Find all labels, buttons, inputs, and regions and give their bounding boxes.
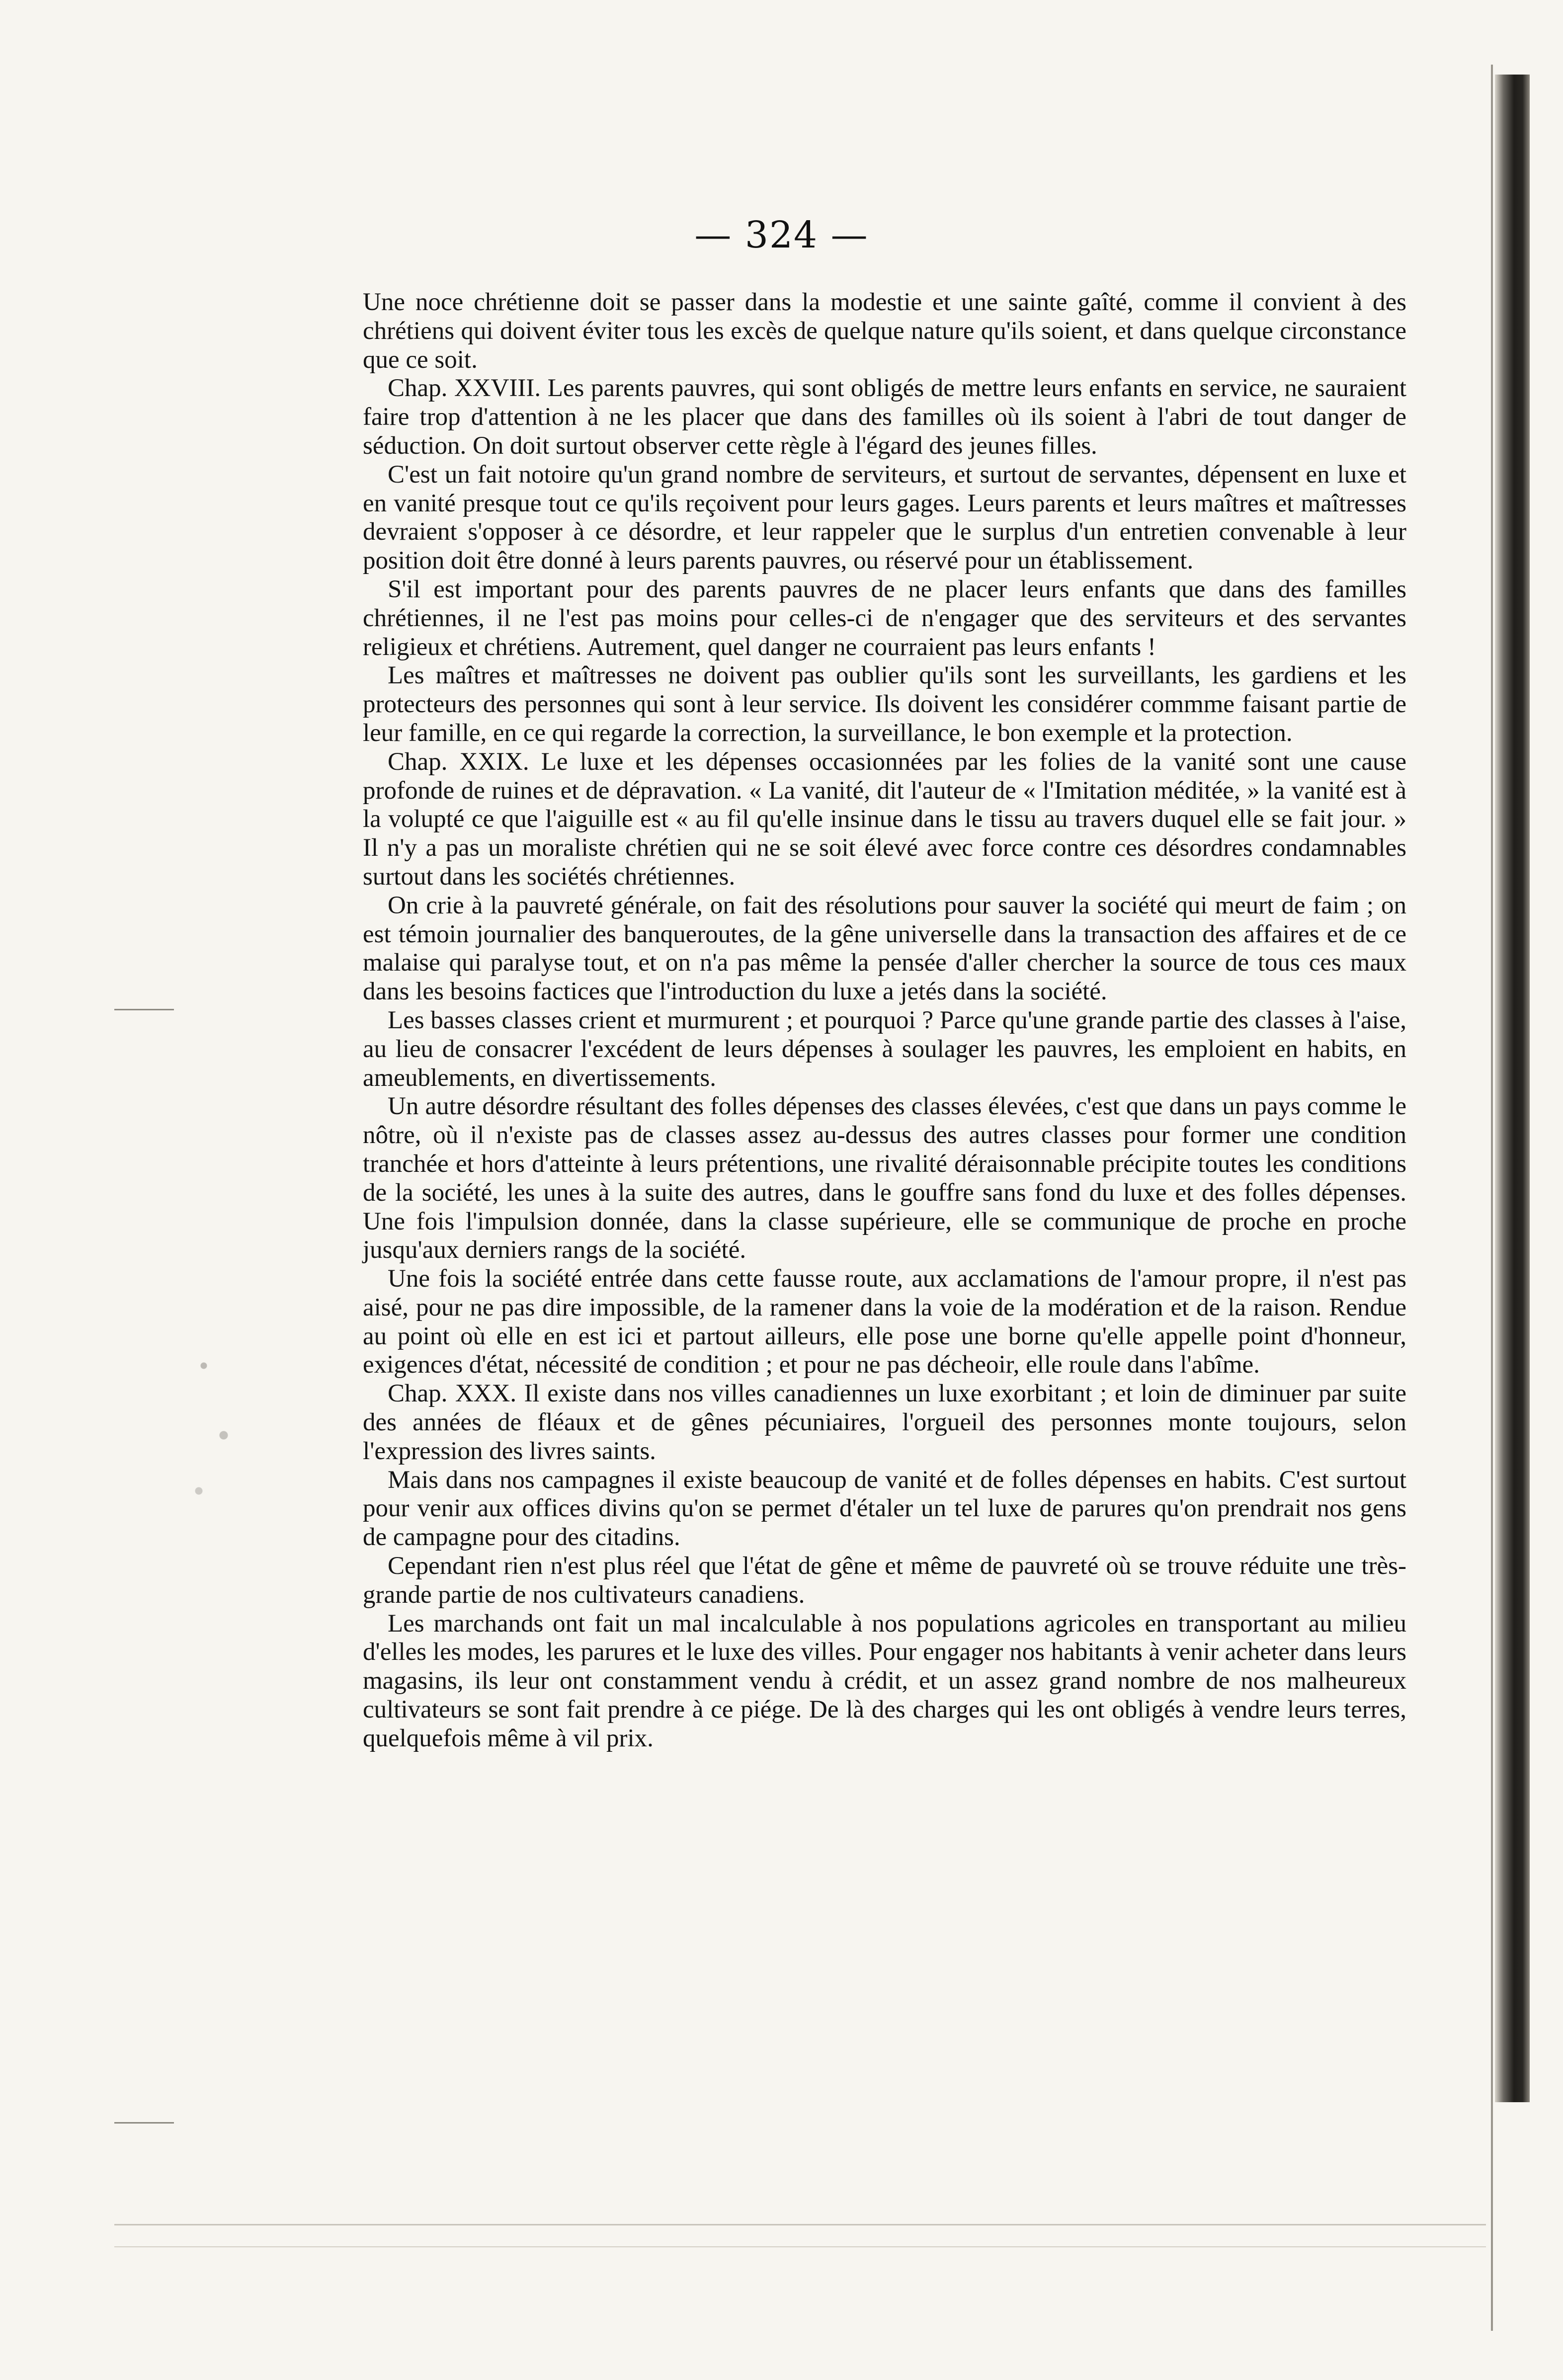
bottom-rule xyxy=(114,2246,1486,2247)
bottom-rule xyxy=(114,2224,1486,2225)
page-edge-line xyxy=(1491,65,1493,2331)
body-text xyxy=(363,288,1406,1753)
paragraph: Chap. XXVIII. Les parents pauvres, qui sont obligés de mettre leurs enfants en service, ne sauraient faire trop d'attention à ne les placer que dans des familles où ils soient à l'abri de tout danger de séduction. On doit surtout observer cette règle à l'égard des jeunes filles. xyxy=(363,374,1406,460)
paragraph: Chap. XXX. Il existe dans nos villes canadiennes un luxe exorbitant ; et loin de diminuer par suite des années de fléaux et de gênes pécuniaires, l'orgueil des personnes monte toujours, selon l'expression des livres saints. xyxy=(363,1380,1406,1465)
book-spine-shadow xyxy=(1495,75,1530,2102)
paragraph: Les maîtres et maîtresses ne doivent pas oublier qu'ils sont les surveillants, les gardiens et les protecteurs des personnes qui sont à leur service. Ils doivent les considérer commme faisant partie de leur famille, en ce qui regarde la correction, la surveillance, le bon exemple et la protection. xyxy=(363,661,1406,747)
paragraph: Les marchands ont fait un mal incalculable à nos populations agricoles en transportant au milieu d'elles les modes, les parures et le luxe des villes. Pour engager nos habitants à venir acheter dans leurs magasins, ils leur ont constamment vendu à crédit, et un assez grand nombre de nos malheureux cultivateurs se sont fait prendre à ce piége. De là des charges qui les ont obligés à vendre leurs terres, quelquefois même à vil prix. xyxy=(363,1609,1406,1752)
paragraph: Chap. XXIX. Le luxe et les dépenses occasionnées par les folies de la vanité sont une cause profonde de ruines et de dépravation. « La vanité, dit l'auteur de « l'Imitation méditée, » la vanité est à la volupté ce que l'aiguille est « au fil qu'elle insinue dans le tissu au travers duquel elle se fait jour. » Il n'y a pas un moraliste chrétien qui ne se soit élevé avec force contre ces désordres condamnables surtout dans les sociétés chrétiennes. xyxy=(363,747,1406,891)
paragraph: Une fois la société entrée dans cette fausse route, aux acclamations de l'amour propre, il n'est pas aisé, pour ne pas dire impossible, de la ramener dans la voie de la modération et de la raison. Rendue au point où elle en est ici et partout ailleurs, elle pose une borne qu'elle appelle point d'honneur, exigences d'état, nécessité de condition ; et pour ne pas décheoir, elle roule dans l'abîme. xyxy=(363,1265,1406,1379)
paragraph: On crie à la pauvreté générale, on fait des résolutions pour sauver la société qui meurt de faim ; on est témoin journalier des banqueroutes, de la gêne universelle dans la transaction des affaires et de ce malaise qui paralyse tout, et on n'a pas même la pensée d'aller chercher la source de tous ces maux dans les besoins factices que l'introduction du luxe a jetés dans la société. xyxy=(363,891,1406,1006)
paragraph: C'est un fait notoire qu'un grand nombre de serviteurs, et surtout de servantes, dépensent en luxe et en vanité presque tout ce qu'ils reçoivent pour leurs gages. Leurs parents et leurs maîtres et maîtresses devraient s'opposer à ce désordre, et leur rappeler que le surplus d'un entretien convenable à leur position doit être donné à leurs parents pauvres, ou réservé pour un établissement. xyxy=(363,460,1406,575)
paragraph: Un autre désordre résultant des folles dépenses des classes élevées, c'est que dans un pays comme le nôtre, où il n'existe pas de classes assez au-dessus des autres classes pour former une condition tranchée et hors d'atteinte à leurs prétentions, une rivalité déraisonnable précipite toutes les conditions de la société, les unes à la suite des autres, dans le gouffre sans fond du luxe et des folles dépenses. Une fois l'impulsion donnée, dans la classe supérieure, elle se communique de proche en proche jusqu'aux derniers rangs de la société. xyxy=(363,1092,1406,1264)
paragraph: Les basses classes crient et murmurent ; et pourquoi ? Parce qu'une grande partie des classes à l'aise, au lieu de consacrer l'excédent de leurs dépenses à soulager les pauvres, les emploient en habits, en ameublements, en divertissements. xyxy=(363,1006,1406,1092)
page-number: — 324 — xyxy=(694,214,869,256)
paragraph: Une noce chrétienne doit se passer dans la modestie et une sainte gaîté, comme il convient à des chrétiens qui doivent éviter tous les excès de quelque nature qu'ils soient, et dans quelque circonstance que ce soit. xyxy=(363,288,1406,374)
paper-stain xyxy=(164,1282,263,1560)
margin-mark xyxy=(114,1009,174,1010)
paragraph: S'il est important pour des parents pauvres de ne placer leurs enfants que dans des familles chrétiennes, il ne l'est pas moins pour celles-ci de n'engager que des serviteurs et des servantes religieux et chrétiens. Autrement, quel danger ne courraient pas leurs enfants ! xyxy=(363,575,1406,661)
paragraph: Cependant rien n'est plus réel que l'état de gêne et même de pauvreté où se trouve réduite une très-grande partie de nos cultivateurs canadiens. xyxy=(363,1552,1406,1609)
margin-mark xyxy=(114,2122,174,2124)
paragraph: Mais dans nos campagnes il existe beaucoup de vanité et de folles dépenses en habits. C'est surtout pour venir aux offices divins qu'on se permet d'étaler un tel luxe de parures qu'on prendrait nos gens de campagne pour des citadins. xyxy=(363,1466,1406,1552)
